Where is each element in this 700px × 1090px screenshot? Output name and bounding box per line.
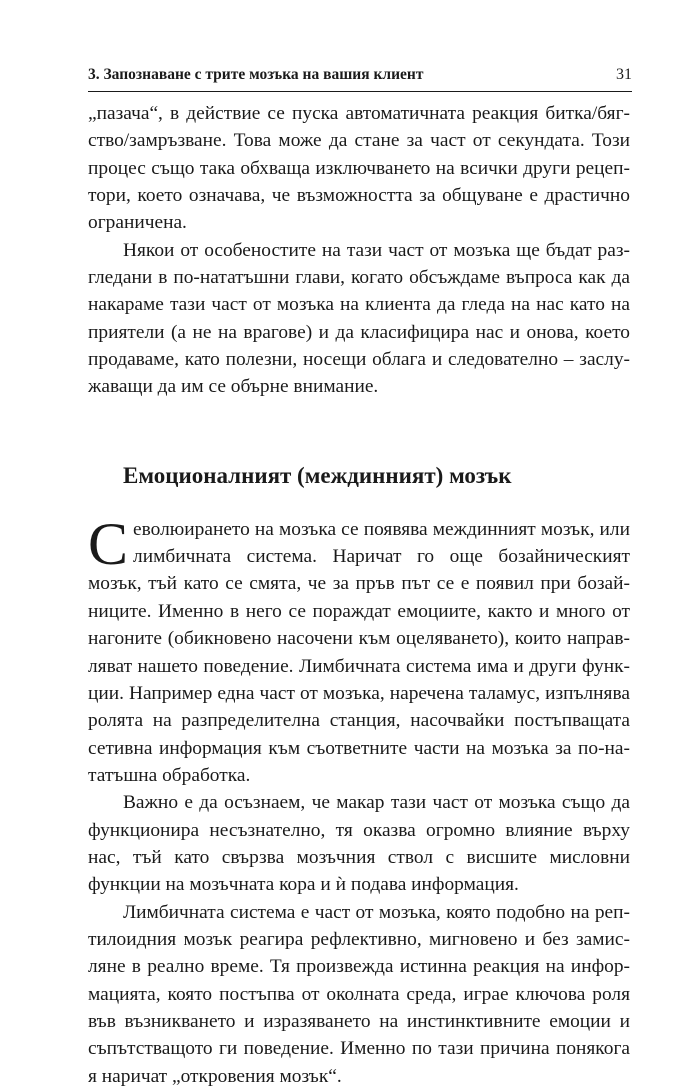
paragraph: Лимбичната система е част от мозъка, която подобно на рептилоидния мозък реагира рефлективно, мигновено и без замисляне в реално време. Тя произвежда истинна реакция на информацията, която постъпва от околната среда, играе ключова роля във възникването и изразяването на инстинктивните емоции и съпътстващото ги поведение. Именно по тази причина понякога я наричат „откровения мозък“.: [88, 901, 630, 1087]
section-heading: Емоционалният (междинният) мозък: [123, 462, 512, 488]
paragraph: „пазача“, в действие се пуска автоматичната реакция битка/бягство/замръзване. Това може да стане за част от секундата. Този процес също така обхваща изключването на всички други рецептори, което означава, че възможността за общуване е драстично ограничена.: [88, 103, 630, 234]
header-rule: [88, 91, 632, 92]
drop-cap: С: [88, 510, 129, 577]
running-header: [88, 66, 632, 84]
paragraph: Някои от особеностите на тази част от мозъка ще бъдат разгледани в по-нататъшни глави, когато обсъждаме въпроса как да накараме тази част от мозъка на клиента да гледа на нас като на приятели (а не на врагове) и да класифицира нас и онова, което продаваме, като полезни, носещи облага и следователно – заслужаващи да им се обърне внимание.: [88, 239, 630, 398]
page-number: 31: [616, 66, 632, 83]
paragraph: Важно е да осъзнаем, че макар тази част от мозъка също да функционира несъзнателно, тя оказва огромно влияние върху нас, тъй като свързва мозъчния ствол с висшите мисловни функции на мозъчната кора и ѝ подава информация.: [88, 792, 630, 896]
body-text: [88, 100, 630, 1090]
chapter-title: 3. Запознаване с трите мозъка на вашия клиент: [88, 66, 424, 83]
paragraph-text: еволюирането на мозъка се появява междинният мозък, или лимбичната система. Наричат го още бозайническият мозък, тъй като се смята, че за пръв път се е появил при бозайниците. Именно в него се пораждат емоциите, както и много от нагоните (обикновено насочени към оцеляването), които направляват нашето поведение. Лимбичната система има и други функции. Например една част от мозъка, наречена таламус, изпълнява ролята на разпределителна станция, насочвайки постъпващата сетивна информация към съответните части на мозъка за по-нататъшна обработка.: [88, 518, 630, 786]
section-first-paragraph: [88, 510, 630, 789]
